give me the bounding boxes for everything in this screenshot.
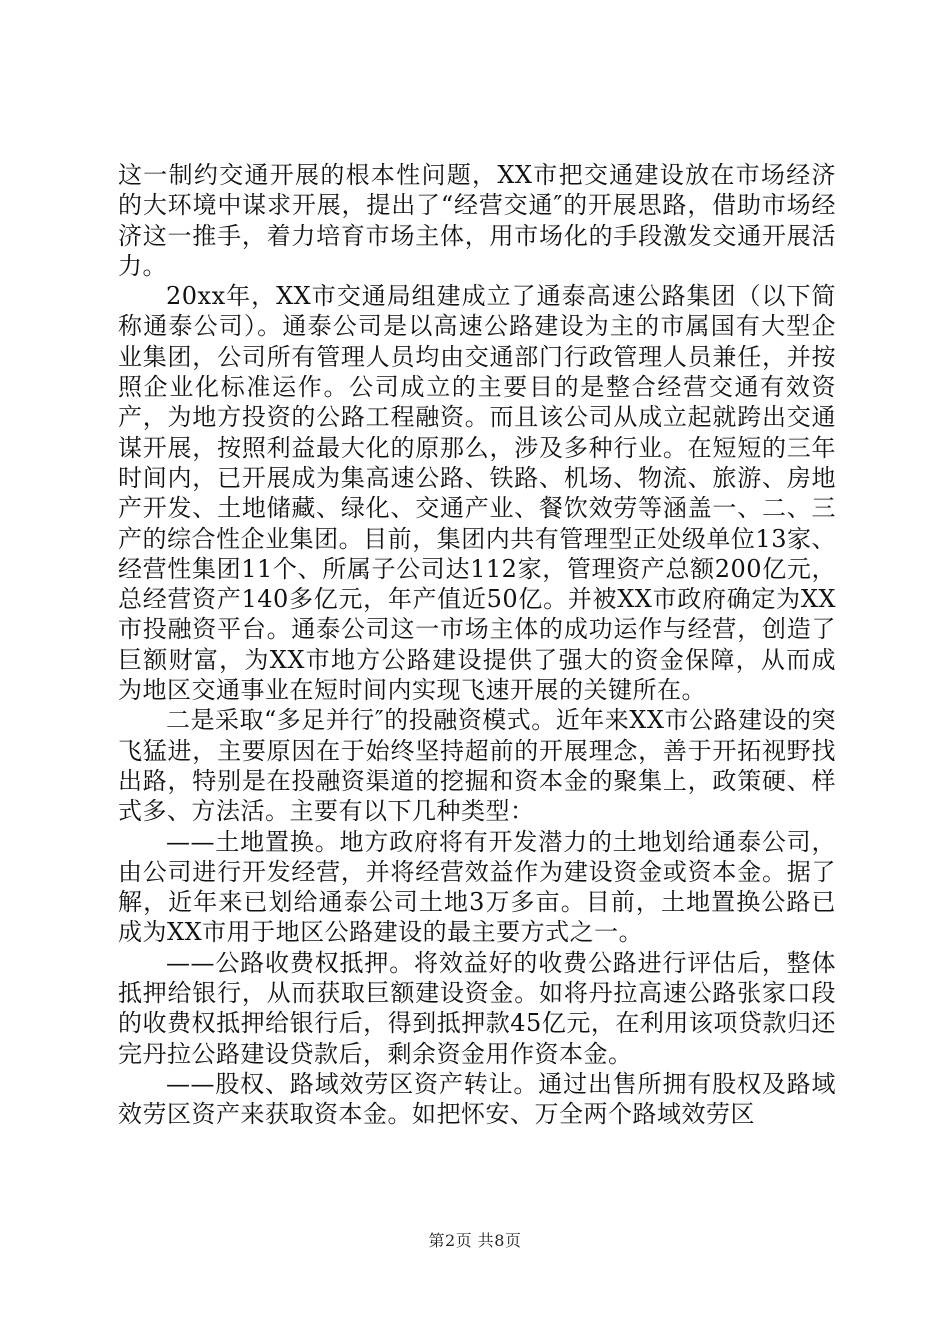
body-text: [118, 160, 836, 1130]
paragraph-tongtai-group: 20xx年，XX市交通局组建成立了通泰高速公路集团（以下简称通泰公司）。通泰公司是以高速公路建设为主的市属国有大型企业集团，公司所有管理人员均由交通部门行政管理人员兼任，并按照企业化标准运作。公司成立的主要目的是整合经营交通有效资产，为地方投资的公路工程融资。而且该公司从成立起就跨出交通谋开展，按照利益最大化的原那么，涉及多种行业。在短短的三年时间内，已开展成为集高速公路、铁路、机场、物流、旅游、房地产开发、土地储藏、绿化、交通产业、餐饮效劳等涵盖一、二、三产的综合性企业集团。目前，集团内共有管理型正处级单位13家、经营性集团11个、所属子公司达112家，管理资产总额200亿元，总经营资产140多亿元，年产值近50亿。并被XX市政府确定为XX市投融资平台。通泰公司这一市场主体的成功运作与经营，创造了巨额财富，为XX市地方公路建设提供了强大的资金保障，从而成为地区交通事业在短时间内实现飞速开展的关键所在。: [118, 282, 836, 705]
page-footer: 第2页 共8页: [428, 1231, 522, 1250]
paragraph-equity-transfer: ——股权、路域效劳区资产转让。通过出售所拥有股权及路域效劳区资产来获取资本金。如把怀安、万全两个路域效劳区: [118, 1069, 836, 1129]
paragraph-continuation: 这一制约交通开展的根本性问题，XX市把交通建设放在市场经济的大环境中谋求开展，提出了“经营交通″的开展思路，借助市场经济这一推手，着力培育市场主体，用市场化的手段激发交通开展活力。: [118, 161, 836, 280]
paragraph-toll-mortgage: ——公路收费权抵押。将效益好的收费公路进行评估后，整体抵押给银行，从而获取巨额建设资金。如将丹拉高速公路张家口段的收费权抵押给银行后，得到抵押款45亿元，在利用该项贷款归还完丹拉公路建设贷款后，剩余资金用作资本金。: [118, 948, 836, 1068]
paragraph-land-swap: ——土地置换。地方政府将有开发潜力的土地划给通泰公司，由公司进行开发经营，并将经营效益作为建设资金或资本金。据了解，近年来已划给通泰公司土地3万多亩。目前，土地置换公路已成为XX市用于地区公路建设的最主要方式之一。: [118, 827, 836, 947]
paragraph-financing-model: 二是采取“多足并行″的投融资模式。近年来XX市公路建设的突飞猛进，主要原因在于始终坚持超前的开展理念，善于开拓视野找出路，特别是在投融资渠道的挖掘和资本金的聚集上，政策硬、样式多、方法活。主要有以下几种类型：: [118, 706, 836, 826]
